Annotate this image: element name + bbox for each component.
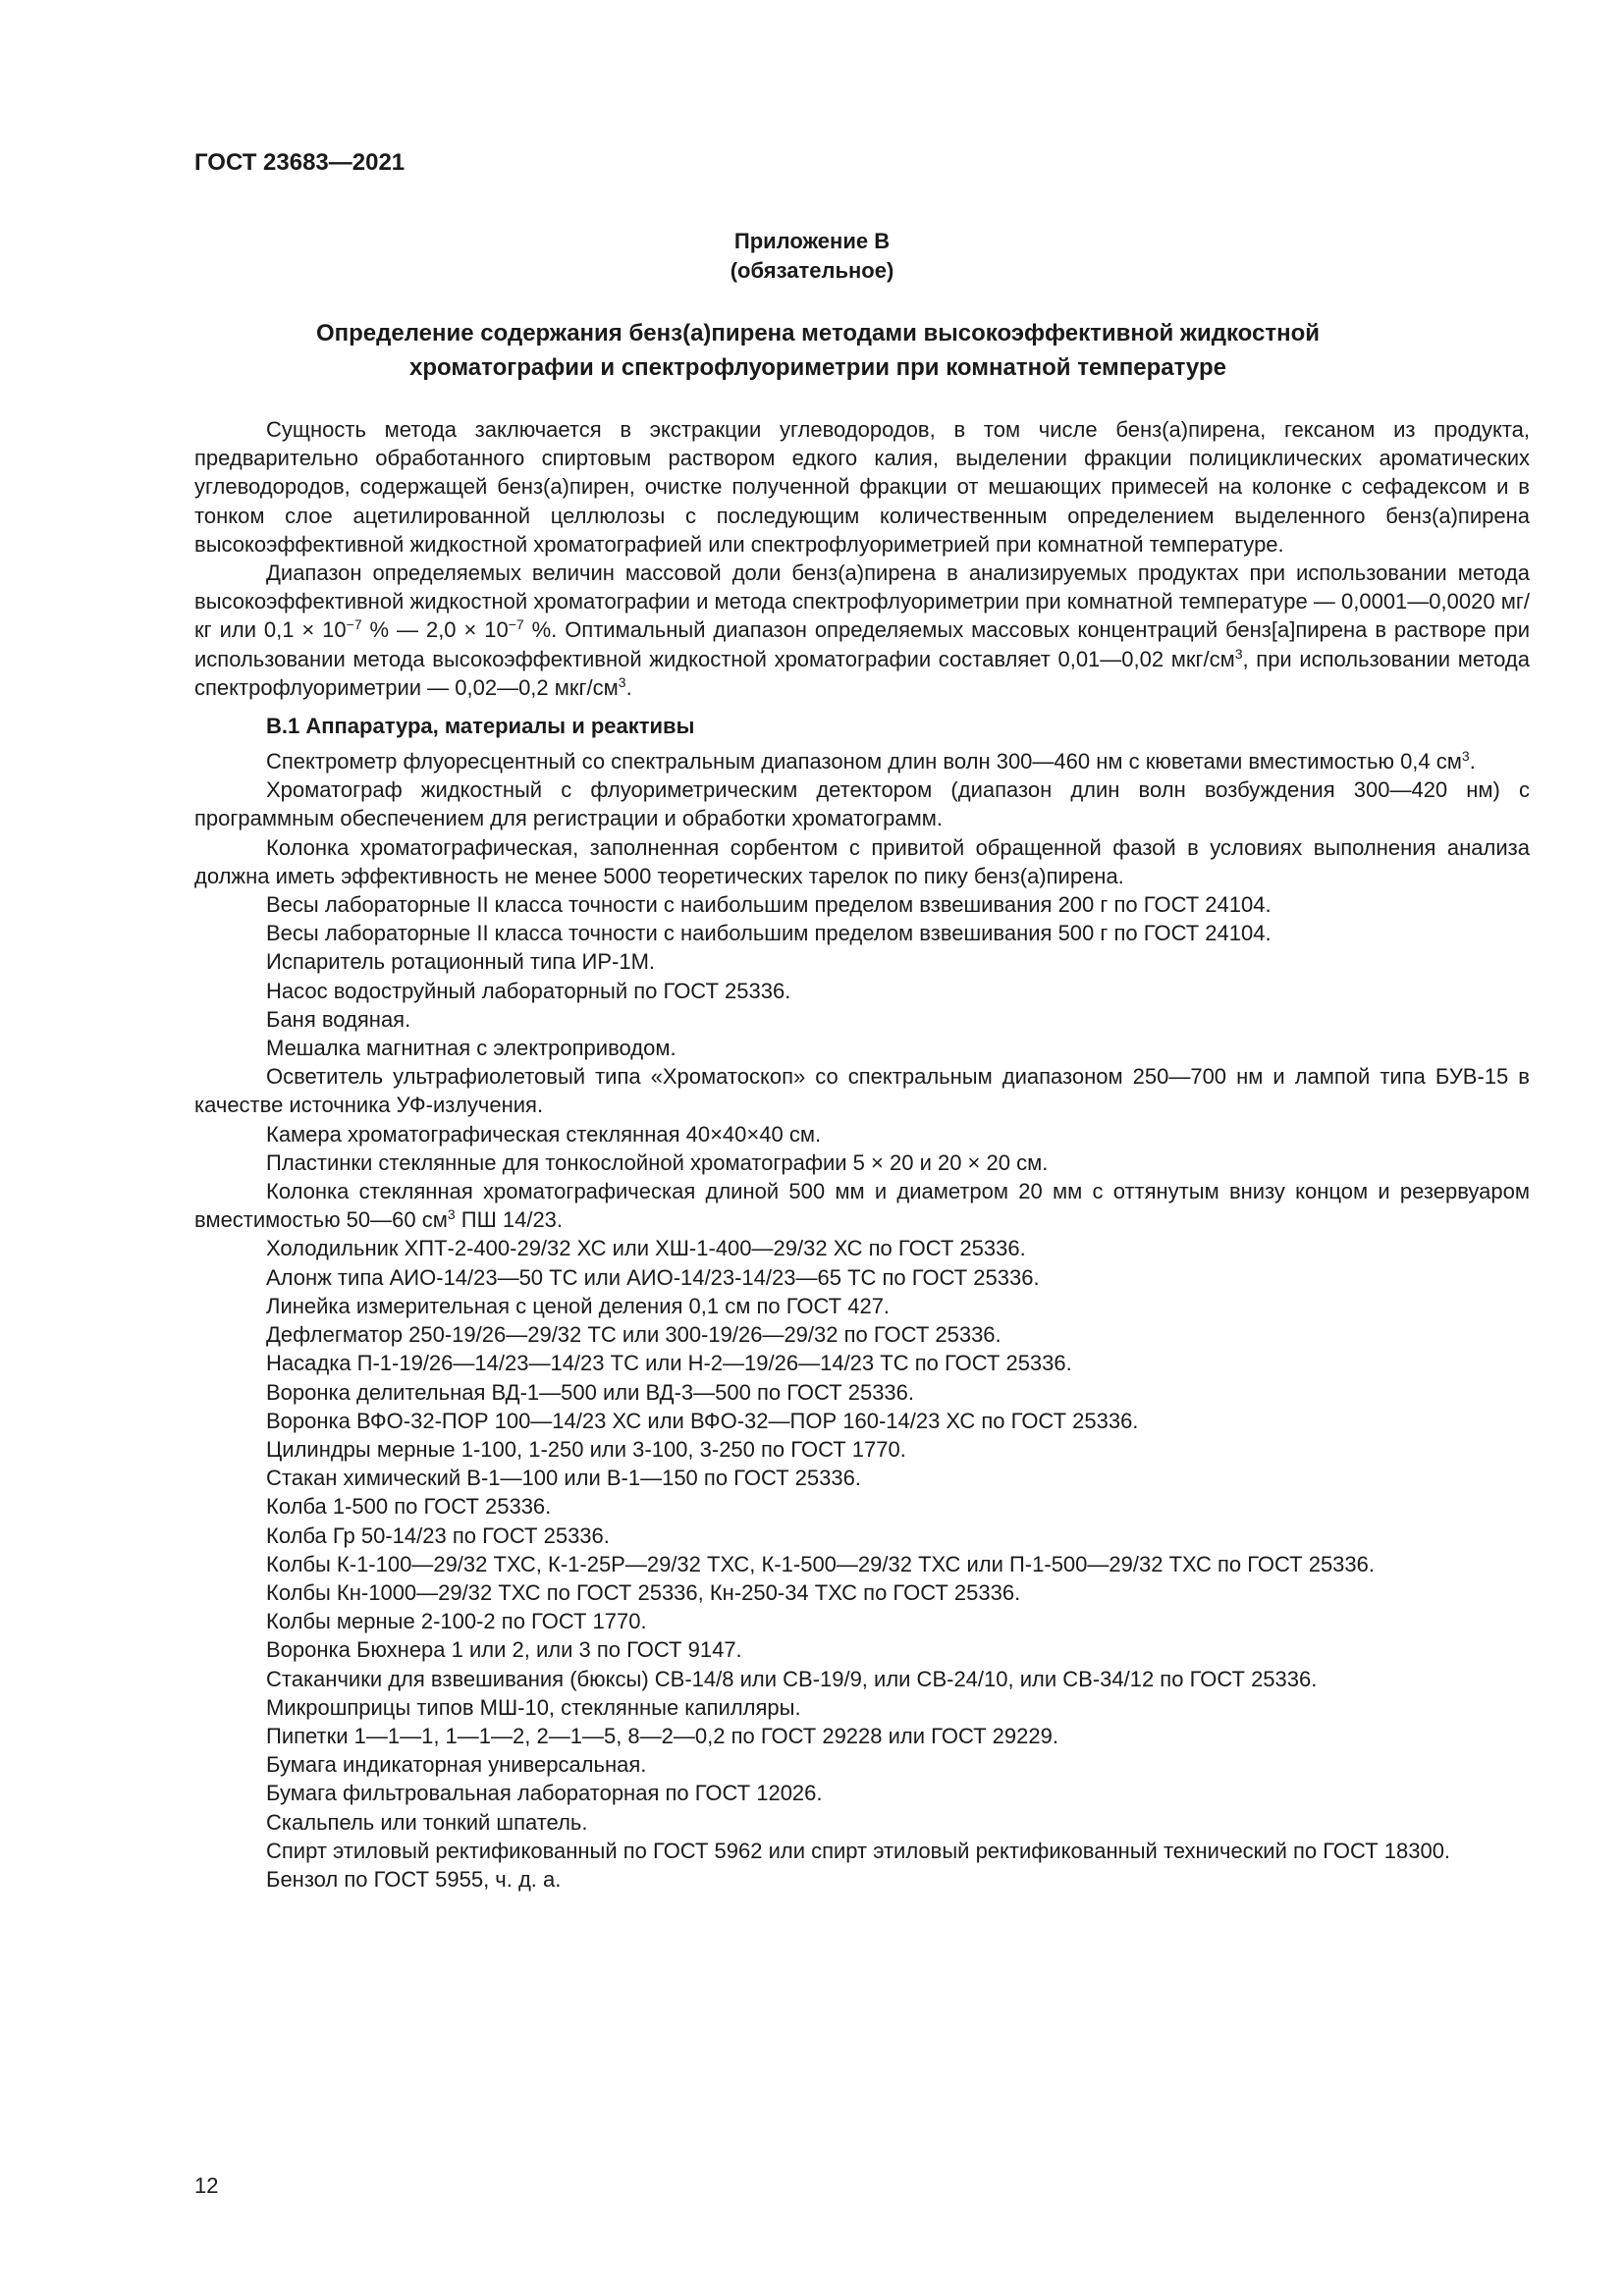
list-item: Бензол по ГОСТ 5955, ч. д. а. xyxy=(266,1866,562,1892)
list-item: Бумага фильтровальная лабораторная по ГОСТ 12026. xyxy=(266,1781,823,1806)
list-item: Стакан химический В-1—100 или В-1—150 по ГОСТ 25336. xyxy=(266,1466,861,1491)
list-item: Цилиндры мерные 1-100, 1-250 или 3-100, 3-250 по ГОСТ 1770. xyxy=(266,1436,906,1462)
list-item: Алонж типа АИО-14/23—50 ТС или АИО-14/23-14/23—65 ТС по ГОСТ 25336. xyxy=(266,1264,1040,1290)
list-item: Осветитель ультрафиолетовый типа «Хроматоскоп» со спектральным диапазоном 250—700 нм и лампой типа БУВ-15 в качестве источника УФ-излучения. xyxy=(194,1064,1530,1118)
list-item: Колба Гр 50-14/23 по ГОСТ 25336. xyxy=(266,1522,610,1548)
list-item: Камера хроматографическая стеклянная 40×40×40 см. xyxy=(266,1121,822,1147)
body-text xyxy=(194,415,1530,1894)
list-item: Весы лабораторные II класса точности с наибольшим пределом взвешивания 200 г по ГОСТ 24104. xyxy=(266,892,1272,918)
page-number: 12 xyxy=(194,2173,219,2198)
list-item: Спектрометр флуоресцентный со спектральным диапазоном длин волн 300—460 нм с кюветами вместимостью 0,4 $см^3$. xyxy=(266,748,1476,774)
list-item: Весы лабораторные II класса точности с наибольшим пределом взвешивания 500 г по ГОСТ 24104. xyxy=(266,921,1272,946)
title-line-2: хроматографии и спектрофлуориметрии при комнатной температуре xyxy=(409,354,1226,381)
intro-paragraph-1: Сущность метода заключается в экстракции углеводородов, в том числе бенз(а)пирена, гексаном из продукта, предварительно обработанного спиртовым раствором едкого калия, выделении фракции полициклических ароматических углеводородов, содержащей бенз(а)пирен, очистке полученной фракции от мешающих примесей на колонке с сефадексом и в тонком слое ацетилированной целлюлозы с последующим количественным определением выделенного бенз(а)пирена высокоэффективной жидкостной хроматографией или спектрофлуориметрией при комнатной температуре. xyxy=(194,417,1530,557)
list-item: Пипетки 1—1—1, 1—1—2, 2—1—5, 8—2—0,2 по ГОСТ 29228 или ГОСТ 29229. xyxy=(266,1723,1058,1748)
list-item: Дефлегматор 250-19/26—29/32 ТС или 300-19/26—29/32 по ГОСТ 25336. xyxy=(266,1322,1001,1348)
list-item: Мешалка магнитная с электроприводом. xyxy=(266,1036,677,1061)
document-code: ГОСТ 23683—2021 xyxy=(194,149,406,176)
list-item: Стаканчики для взвешивания (бюксы) СВ-14/8 или СВ-19/9, или СВ-24/10, или СВ-34/12 по ГОСТ 25336. xyxy=(266,1666,1318,1691)
list-item: Насадка П-1-19/26—14/23—14/23 ТС или Н-2—19/26—14/23 ТС по ГОСТ 25336. xyxy=(266,1351,1072,1376)
appendix-status: (обязательное) xyxy=(730,258,894,283)
list-item: Колбы К-1-100—29/32 ТХС, К-1-25Р—29/32 ТХС, К-1-500—29/32 ТХС или П-1-500—29/32 ТХС по ГОСТ 25336. xyxy=(266,1551,1375,1576)
list-item: Колбы Кн-1000—29/32 ТХС по ГОСТ 25336, Кн-250-34 ТХС по ГОСТ 25336. xyxy=(266,1579,1021,1605)
list-item: Колба 1-500 по ГОСТ 25336. xyxy=(266,1494,552,1520)
list-item: Микрошприцы типов МШ-10, стеклянные капилляры. xyxy=(266,1694,801,1720)
list-item: Воронка делительная ВД-1—500 или ВД-3—500 по ГОСТ 25336. xyxy=(266,1379,915,1405)
list-item: Колонка хроматографическая, заполненная сорбентом с привитой обращенной фазой в условиях выполнения анализа должна иметь эффективность не менее 5000 теоретических тарелок по пику бенз(а)пирена. xyxy=(194,834,1530,888)
list-item: Колонка стеклянная хроматографическая длиной 500 мм и диаметром 20 мм с оттянутым внизу концом и резервуаром вместимостью 50—60 $см^3$ ПШ 14/23. xyxy=(194,1179,1530,1233)
list-item: Спирт этиловый ректификованный по ГОСТ 5962 или спирт этиловый ректификованный технический по ГОСТ 18300. xyxy=(266,1838,1451,1863)
list-item: Воронка Бюхнера 1 или 2, или 3 по ГОСТ 9147. xyxy=(266,1637,742,1663)
list-item: Баня водяная. xyxy=(266,1006,411,1032)
title-line-1: Определение содержания бенз(а)пирена методами высокоэффективной жидкостной xyxy=(315,320,1320,347)
list-item: Линейка измерительная с ценой деления 0,1 см по ГОСТ 427. xyxy=(266,1293,891,1318)
list-item: Испаритель ротационный типа ИР-1М. xyxy=(266,949,656,975)
intro-paragraph-2: Диапазон определяемых величин массовой доли бенз(а)пирена в анализируемых продуктах при использовании метода высокоэффективной жидкостной хроматографии и метода спектрофлуориметрии при комнатной температуре — 0,0001—0,0020 мг/кг или $0,1 \times 10^{-7}$ % — $2,0 \times 10^{-7}$ %. Оптимальный диапазон определяемых массовых концентраций бенз[а]пирена в растворе при использовании метода высокоэффективной жидкостной хроматографии составляет 0,01—0,02 мкг/$см^3$, при использовании метода спектрофлуориметрии — 0,02—0,2 мкг/$см^3$. xyxy=(194,561,1530,700)
appendix-label: Приложение В xyxy=(733,229,891,253)
section-heading: В.1 Аппаратура, материалы и реактивы xyxy=(266,714,695,739)
list-item: Скальпель или тонкий шпатель. xyxy=(266,1809,588,1835)
list-item: Воронка ВФО-32-ПОР 100—14/23 ХС или ВФО-32—ПОР 160-14/23 ХС по ГОСТ 25336. xyxy=(266,1408,1139,1433)
list-item: Колбы мерные 2-100-2 по ГОСТ 1770. xyxy=(266,1609,647,1634)
list-item: Бумага индикаторная универсальная. xyxy=(266,1752,647,1778)
list-item: Холодильник ХПТ-2-400-29/32 ХС или ХШ-1-400—29/32 ХС по ГОСТ 25336. xyxy=(266,1236,1026,1261)
list-item: Насос водоструйный лабораторный по ГОСТ 25336. xyxy=(266,978,791,1003)
appendix-title xyxy=(194,316,1441,385)
list-item: Пластинки стеклянные для тонкослойной хроматографии 5 × 20 и 20 × 20 см. xyxy=(266,1149,1049,1175)
list-item: Хроматограф жидкостный с флуориметрическим детектором (диапазон длин волн возбуждения 300—420 нм) с программным обеспечением для регистрации и обработки хроматограмм. xyxy=(194,777,1530,831)
appendix-heading xyxy=(0,227,1624,286)
